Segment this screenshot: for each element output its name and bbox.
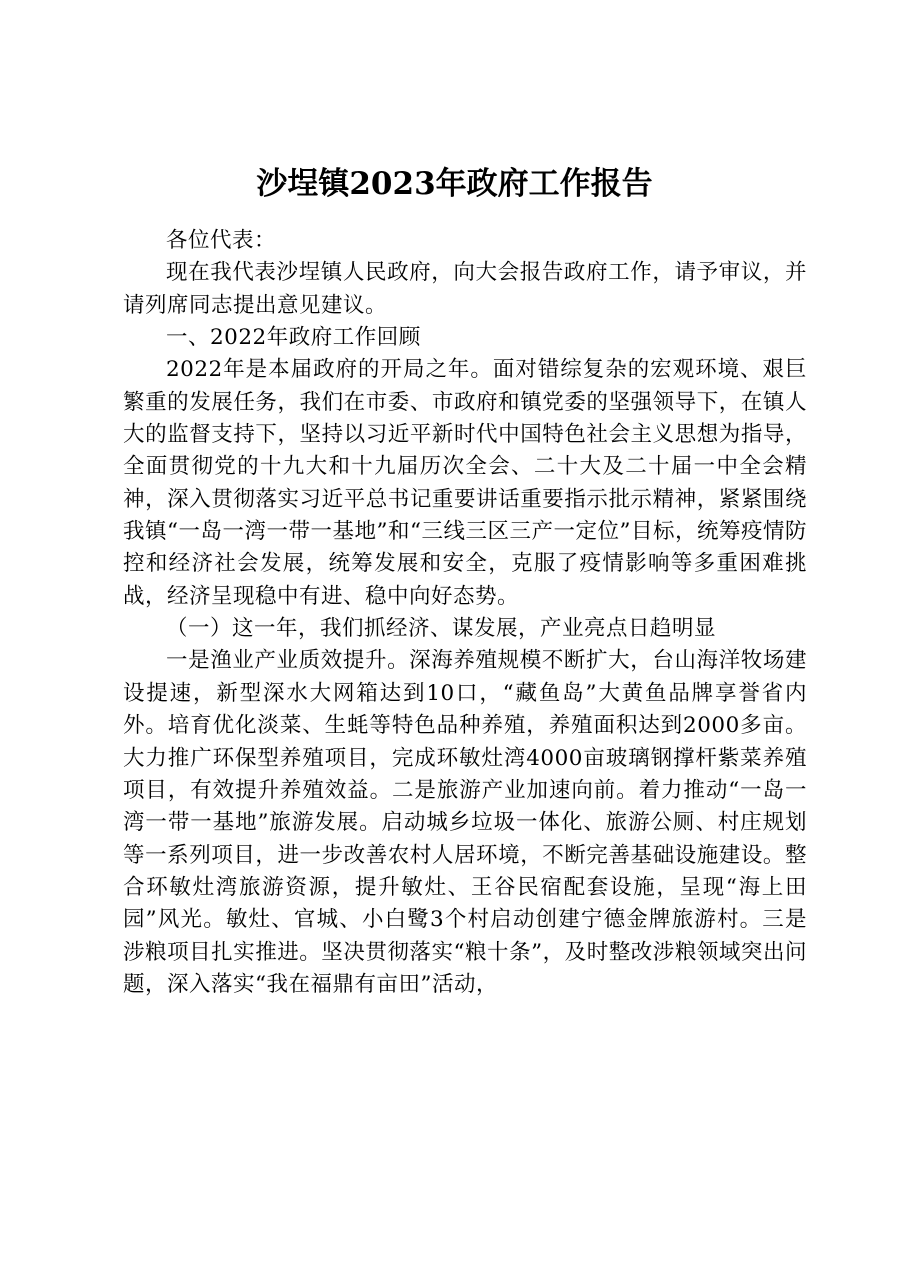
paragraph-overview: 2022年是本届政府的开局之年。面对错综复杂的宏观环境、艰巨繁重的发展任务，我们在市委、市政府和镇党委的坚强领导下，在镇人大的监督支持下，坚持以习近平新时代中国特色社会主义思想为指导，全面贯彻党的十九大和十九届历次全会、二十大及二十届一中全会精神，深入贯彻落实习近平总书记重要讲话重要指示批示精神，紧紧围绕我镇“一岛一湾一带一基地”和“三线三区三产一定位”目标，统筹疫情防控和经济社会发展，统筹发展和安全，克服了疫情影响等多重困难挑战，经济呈现稳中有进、稳中向好态势。 — [123, 357, 807, 609]
paragraph-salutation: 各位代表： — [166, 228, 277, 253]
paragraph-intro: 现在我代表沙埕镇人民政府，向大会报告政府工作，请予审议，并请列席同志提出意见建议。 — [123, 260, 807, 318]
paragraph-industry: 一是渔业产业质效提升。深海养殖规模不断扩大，台山海洋牧场建设提速，新型深水大网箱达到10口，“藏鱼岛”大黄鱼品牌享誉省内外。培育优化淡菜、生蚝等特色品种养殖，养殖面积达到2000多亩。大力推广环保型养殖项目，完成环敏灶湾4000亩玻璃钢撑杆紫菜养殖项目，有效提升养殖效益。二是旅游产业加速向前。着力推动“一岛一湾一带一基地”旅游发展。启动城乡垃圾一体化、旅游公厕、村庄规划等一系列项目，进一步改善农村人居环境，不断完善基础设施建设。整合环敏灶湾旅游资源，提升敏灶、王谷民宿配套设施，呈现“海上田园”风光。敏灶、官城、小白鹭3个村启动创建宁德金牌旅游村。三是涉粮项目扎实推进。坚决贯彻落实“粮十条”，及时整改涉粮领域突出问题，深入落实“我在福鼎有亩田”活动， — [123, 648, 807, 997]
subsection-heading-economy: （一）这一年，我们抓经济、谋发展，产业亮点日趋明显 — [166, 616, 717, 642]
document-title: 沙埕镇2023年政府工作报告 — [256, 166, 653, 202]
document-body — [123, 225, 807, 1001]
section-heading-review: 一、2022年政府工作回顾 — [166, 325, 421, 351]
